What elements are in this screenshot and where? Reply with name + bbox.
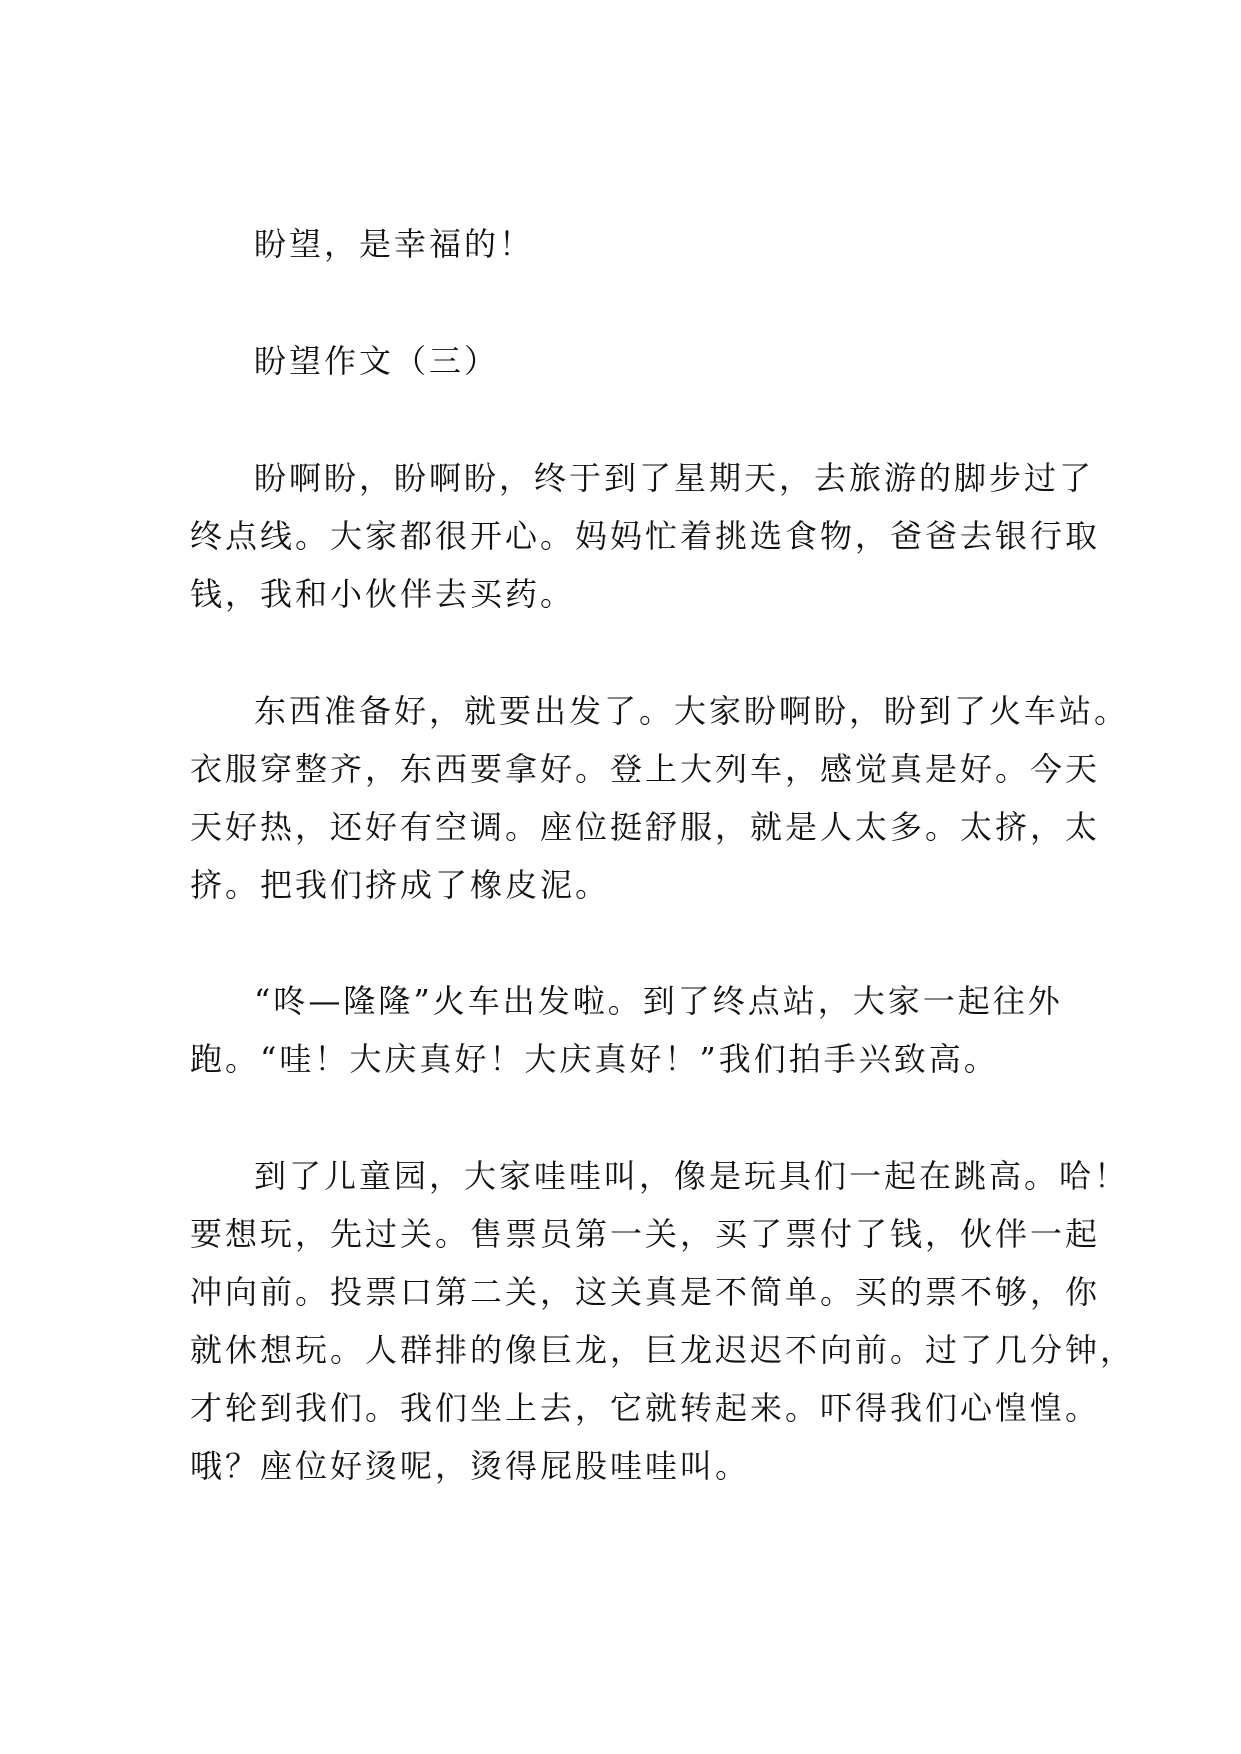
paragraph-line: 衣服穿整齐，东西要拿好。登上大列车，感觉真是好。今天 bbox=[190, 750, 1101, 788]
paragraph-line: “咚—隆隆”火车出发啦。到了终点站，大家一起往外 bbox=[254, 982, 1063, 1020]
paragraph-line: 就休想玩。人群排的像巨龙，巨龙迟迟不向前。过了几分钟， bbox=[190, 1331, 1136, 1369]
paragraph-line: 东西准备好，就要出发了。大家盼啊盼，盼到了火车站。 bbox=[254, 692, 1130, 730]
paragraph-line: 天好热，还好有空调。座位挺舒服，就是人太多。太挤，太 bbox=[190, 808, 1101, 846]
paragraph-line: 挤。把我们挤成了橡皮泥。 bbox=[190, 866, 611, 904]
paragraph-line: 冲向前。投票口第二关，这关真是不简单。买的票不够，你 bbox=[190, 1273, 1101, 1311]
essay-title: 盼望作文（三） bbox=[254, 342, 500, 380]
paragraph-line: 终点线。大家都很开心。妈妈忙着挑选食物，爸爸去银行取 bbox=[190, 517, 1101, 555]
paragraph-line: 哦？座位好烫呢，烫得屁股哇哇叫。 bbox=[190, 1447, 751, 1485]
paragraph-line: 盼啊盼，盼啊盼，终于到了星期天，去旅游的脚步过了 bbox=[254, 459, 1095, 497]
paragraph-line: 到了儿童园，大家哇哇叫，像是玩具们一起在跳高。哈！ bbox=[254, 1157, 1130, 1195]
paragraph-line: 钱，我和小伙伴去买药。 bbox=[190, 575, 576, 613]
paragraph-line: 才轮到我们。我们坐上去，它就转起来。吓得我们心惶惶。 bbox=[190, 1389, 1101, 1427]
paragraph-line: 跑。“哇！大庆真好！大庆真好！”我们拍手兴致高。 bbox=[190, 1040, 999, 1078]
closing-line: 盼望，是幸福的！ bbox=[254, 225, 535, 263]
paragraph-line: 要想玩，先过关。售票员第一关，买了票付了钱，伙伴一起 bbox=[190, 1215, 1101, 1253]
